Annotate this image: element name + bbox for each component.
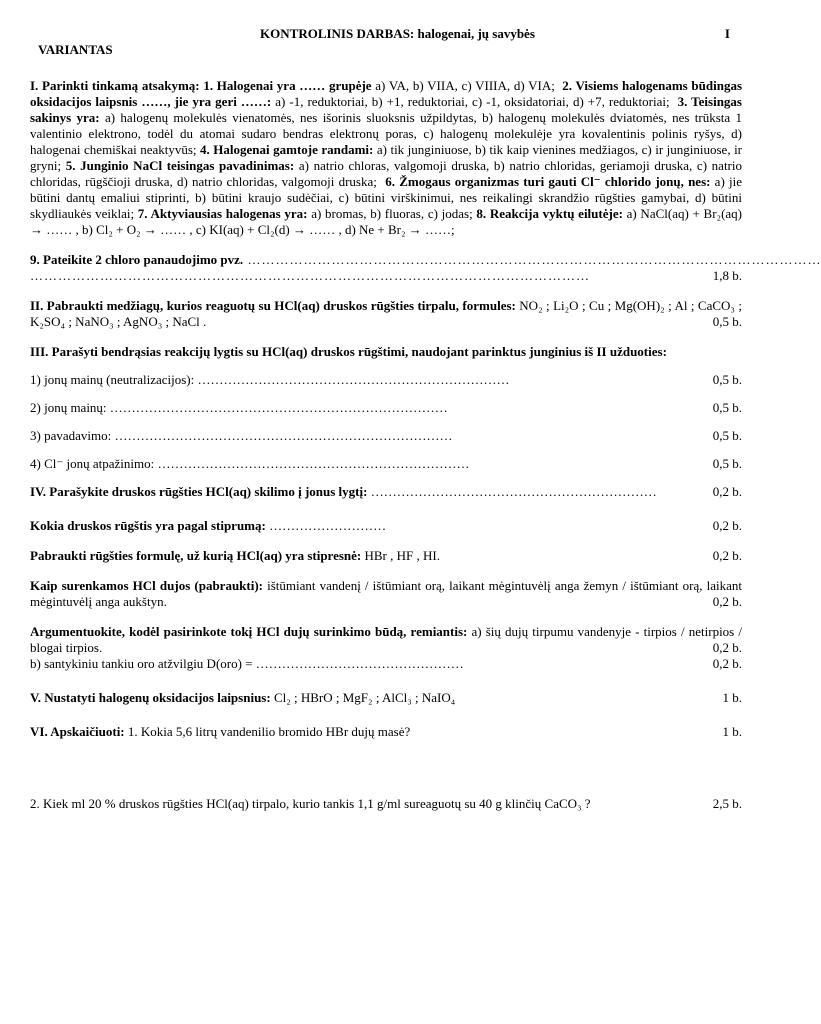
s3-row-4: 4) Cl⁻ jonų atpažinimo: ……………………………………………………………… 0,5 b. xyxy=(30,456,742,471)
section-5: V. Nustatyti halogenų oksidacijos laipsnius: Cl₂ ; HBrO ; MgF₂ ; AlCl₃ ; NaIO₄ 1 b. xyxy=(30,690,742,705)
section-3-title: III. Parašyti bendrąsias reakcijų lygtis su HCl(aq) druskos rūgštimi, naudojant parinktus junginius iš II užduoties: xyxy=(30,344,667,359)
question-9-line2: ………………………………………………………………………………………………………… 1,8 b. xyxy=(30,268,742,283)
section-6-q2: 2. Kiek ml 20 % druskos rūgšties HCl(aq) tirpalo, kurio tankis 1,1 g/ml sureaguotų su 40 g klinčių CaCO₃ ? 2,5 b. xyxy=(30,796,742,811)
variant-word: VARIANTAS xyxy=(38,42,113,57)
question-9: 9. Pateikite 2 chloro panaudojimo pvz. …………………………………………………………………………………………………………… xyxy=(30,252,821,267)
section-4-a: IV. Parašykite druskos rūgšties HCl(aq) skilimo į jonus lygtį: ………………………………………………………… 0,2 b. xyxy=(30,484,742,499)
section-6-q1: VI. Apskaičiuoti: 1. Kokia 5,6 litrų vandenilio bromido HBr dujų masė? 1 b. xyxy=(30,724,742,739)
q9-points: 1,8 b. xyxy=(712,268,742,283)
document-page xyxy=(30,26,821,812)
section-2: II. Pabraukti medžiagų, kurios reaguotų su HCl(aq) druskos rūgšties tirpalu, formules: NO₂ ; Li₂O ; Cu ; Mg(OH)₂ ; Al ; CaCO₃ ; K₂SO₄ ; NaNO₃ ; AgNO₃ ; NaCl . 0,5 b. xyxy=(30,298,742,329)
section-4-e: Argumentuokite, kodėl pasirinkote tokį HCl dujų surinkimo būdą, remiantis: a) šių dujų tirpumu vandenyje - tirpios / netirpios / blogai tirpios. 0,2 b. xyxy=(30,624,742,655)
document-title: KONTROLINIS DARBAS: halogenai, jų savybės xyxy=(260,26,535,41)
s3-row-3: 3) pavadavimo: …………………………………………………………………… 0,5 b. xyxy=(30,428,742,443)
section-4-d: Kaip surenkamos HCl dujos (pabraukti): ištūmiant vandenį / ištūmiant orą, laikant mėgintuvėlį anga žemyn / ištūmiant orą, laikant mėgintuvėlį anga aukštyn. 0,2 b. xyxy=(30,578,742,609)
section-4-f: b) santykiniu tankiu oro atžvilgiu D(oro) = ………………………………………… 0,2 b. xyxy=(30,656,742,671)
s3-row-1: 1) jonų mainų (neutralizacijos): ……………………………………………………………… 0,5 b. xyxy=(30,372,742,387)
variant-number: I xyxy=(724,26,730,41)
title-line xyxy=(30,26,742,42)
section-4-b: Kokia druskos rūgštis yra pagal stiprumą: ……………………… 0,2 b. xyxy=(30,518,742,533)
s3-row-2: 2) jonų mainų: …………………………………………………………………… 0,5 b. xyxy=(30,400,742,415)
s2-points: 0,5 b. xyxy=(712,314,742,329)
section-1: I. Parinkti tinkamą atsakymą: 1. Halogenai yra …… grupėje a) VA, b) VIIA, c) VIIIA, d) VIA; 2. Visiems halogenams būdingas oksidacijos laipsnis ……, jie yra geri ……: a) -1, reduktoriai, b) +1, reduktoriai, c) -1, oksidatoriai, d) +7, reduktoriai; 3. Teisingas sakinys yra: a) halogenų molekulės vienatomės, nes išorinis sluoksnis užpildytas, b) halogenų molekulės dviatomės, nes trūksta 1 valentinio elektrono, todėl du atomai sudaro bendras elektronų poras, c) halogenų molekulėje yra kovalentinis polinis ryšys, d) halogenai chemiškai neaktyvūs; 4. Halogenai gamtoje randami: a) tik junginiuose, b) tik kaip vienines medžiagos, c) ir junginiuose, ir gryni; 5. Junginio NaCl teisingas pavadinimas: a) natrio chloras, valgomoji druska, b) natrio chloridas, geriamoji druska, c) natrio chloridas, rūgščioji druska, d) natrio chloridas, valgomoji druska; 6. Žmogaus organizmas turi gauti Cl⁻ chlorido jonų, nes: a) jie būtini dantų emaliui stiprinti, b) būtini kraujo sudėčiai, c) būtini virškinimui, nes reikalingi skrandžio rūgšties gamybai, d) būtini skydliaukės veiklai; 7. Aktyviausias halogenas yra: a) bromas, b) fluoras, c) jodas; 8. Reakcija vyktų eilutėje: a) NaCl(aq) + Br₂(aq) → …… , b) Cl₂ + O₂ → …… , c) KI(aq) + Cl₂(d) → …… , d) Ne + Br₂ → ……; xyxy=(30,78,743,237)
section-4-c: Pabraukti rūgšties formulę, už kurią HCl(aq) yra stipresnė: HBr , HF , HI. 0,2 b. xyxy=(30,548,742,563)
